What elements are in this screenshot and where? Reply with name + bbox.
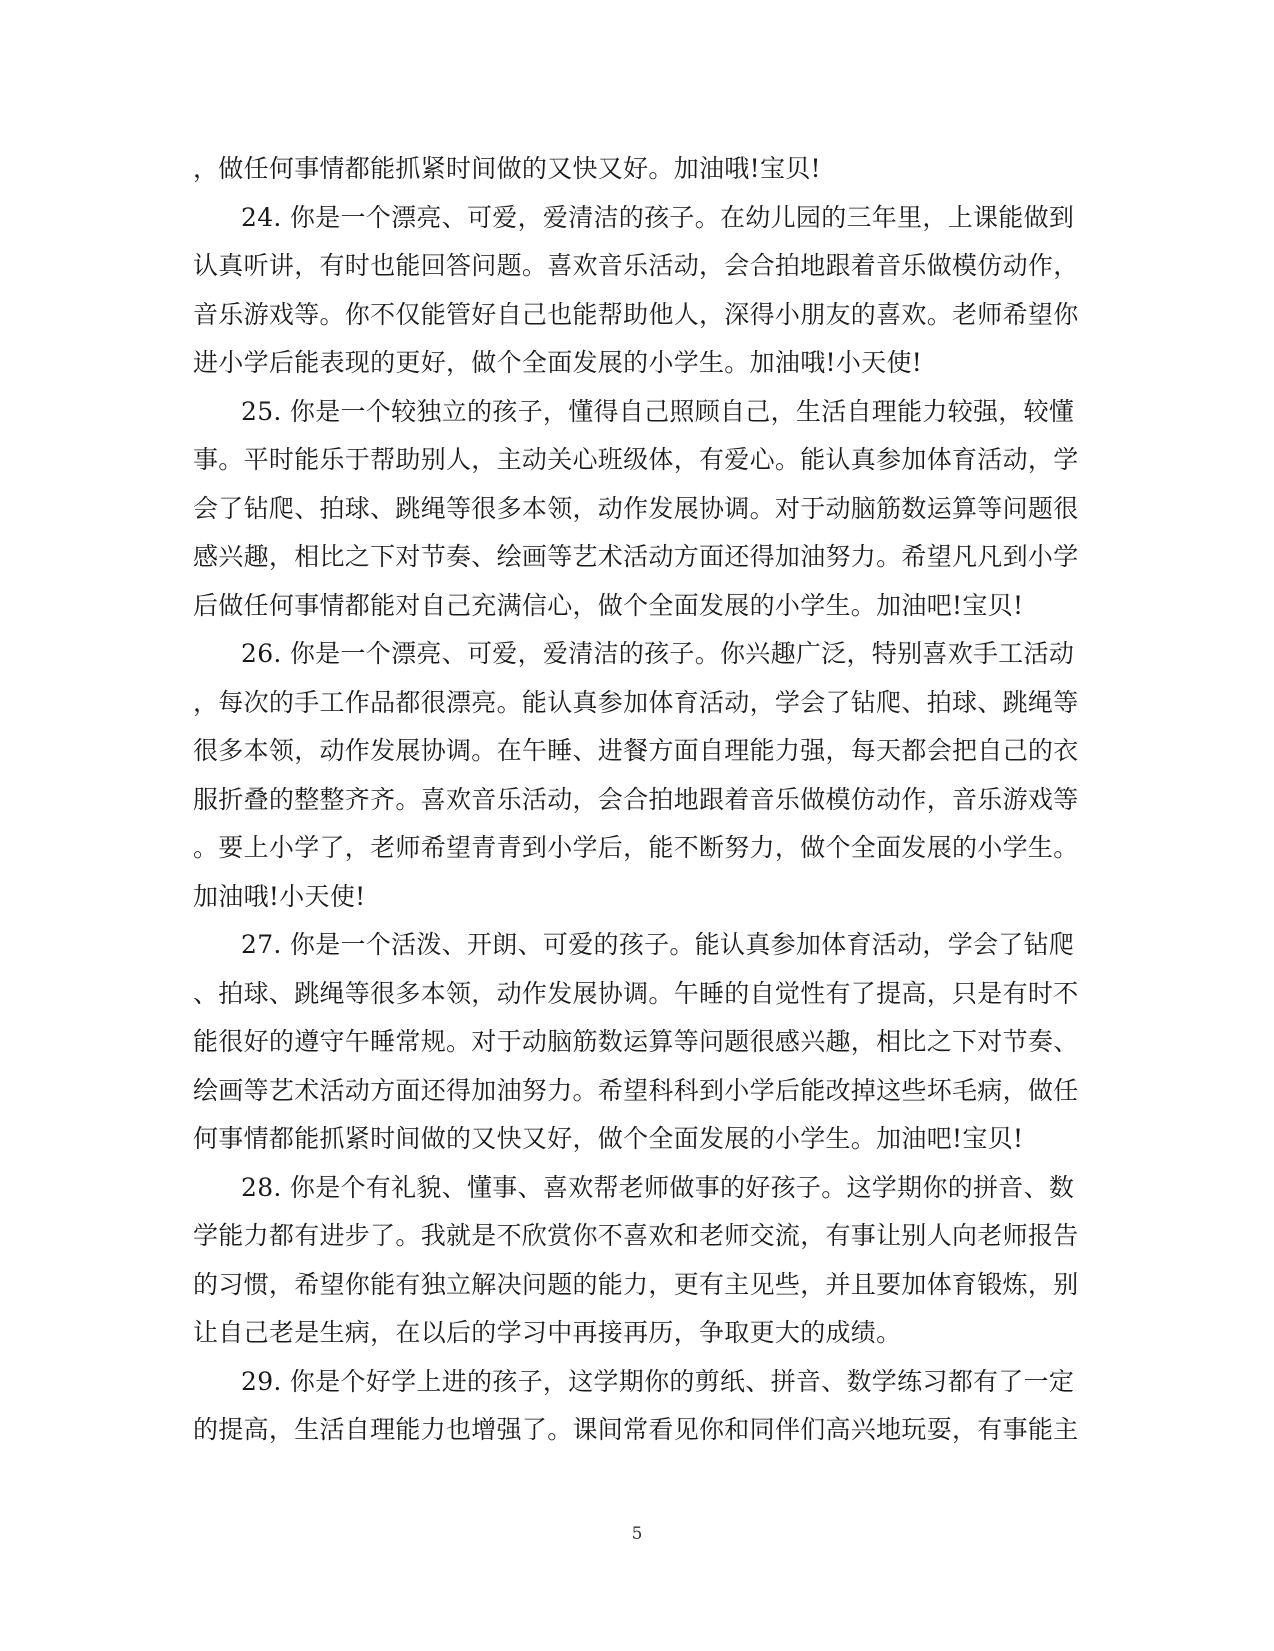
paragraph-27-start: 27. 你是一个活泼、开朗、可爱的孩子。能认真参加体育活动，学会了钻爬 [241, 930, 1075, 959]
text-line: ，做任何事情都能抓紧时间做的又快又好。加油哦!宝贝! [193, 154, 821, 183]
text-line: 认真听讲，有时也能回答问题。喜欢音乐活动，会合拍地跟着音乐做模仿动作， [193, 251, 1079, 280]
text-line: 的提高，生活自理能力也增强了。课间常看见你和同伴们高兴地玩耍，有事能主 [193, 1415, 1079, 1444]
text-line: 服折叠的整整齐齐。喜欢音乐活动，会合拍地跟着音乐做模仿动作，音乐游戏等 [193, 784, 1079, 814]
paragraph-24-start: 24. 你是一个漂亮、可爱，爱清洁的孩子。在幼儿园的三年里，上课能做到 [241, 202, 1075, 232]
text-line: 进小学后能表现的更好，做个全面发展的小学生。加油哦!小天使! [193, 348, 923, 377]
text-line: 。要上小学了，老师希望青青到小学后，能不断努力，做个全面发展的小学生。 [193, 833, 1079, 862]
text-line: 会了钻爬、拍球、跳绳等很多本领，动作发展协调。对于动脑筋数运算等问题很 [193, 493, 1079, 523]
text-line: 能很好的遵守午睡常规。对于动脑筋数运算等问题很感兴趣，相比之下对节奏、 [193, 1027, 1079, 1056]
text-line: 感兴趣，相比之下对节奏、绘画等艺术活动方面还得加油努力。希望凡凡到小学 [193, 542, 1079, 571]
text-line: 音乐游戏等。你不仅能管好自己也能帮助他人，深得小朋友的喜欢。老师希望你 [193, 299, 1079, 329]
text-line: ，每次的手工作品都很漂亮。能认真参加体育活动，学会了钻爬、拍球、跳绳等 [193, 687, 1079, 717]
text-line: 后做任何事情都能对自己充满信心，做个全面发展的小学生。加油吧!宝贝! [193, 590, 1024, 620]
text-line: 加油哦!小天使! [193, 881, 366, 911]
text-line: 、拍球、跳绳等很多本领，动作发展协调。午睡的自觉性有了提高，只是有时不 [193, 978, 1079, 1008]
paragraph-26-start: 26. 你是一个漂亮、可爱，爱清洁的孩子。你兴趣广泛，特别喜欢手工活动 [241, 639, 1075, 668]
text-line: 很多本领，动作发展协调。在午睡、进餐方面自理能力强，每天都会把自己的衣 [193, 736, 1079, 765]
text-line: 何事情都能抓紧时间做的又快又好，做个全面发展的小学生。加油吧!宝贝! [193, 1124, 1024, 1153]
document-body [193, 145, 1079, 1455]
paragraph-28-start: 28. 你是个有礼貌、懂事、喜欢帮老师做事的好孩子。这学期你的拼音、数 [241, 1172, 1075, 1202]
paragraph-25-start: 25. 你是一个较独立的孩子，懂得自己照顾自己，生活自理能力较强，较懂 [241, 396, 1075, 426]
paragraph-29-start: 29. 你是个好学上进的孩子，这学期你的剪纸、拼音、数学练习都有了一定 [241, 1366, 1075, 1396]
text-line: 学能力都有进步了。我就是不欣赏你不喜欢和老师交流，有事让别人向老师报告 [193, 1221, 1079, 1250]
text-line: 的习惯，希望你能有独立解决问题的能力，更有主见些，并且要加体育锻炼，别 [193, 1269, 1079, 1299]
text-line: 让自己老是生病，在以后的学习中再接再历，争取更大的成绩。 [193, 1318, 902, 1347]
text-line: 事。平时能乐于帮助别人，主动关心班级体，有爱心。能认真参加体育活动，学 [193, 445, 1079, 474]
text-line: 绘画等艺术活动方面还得加油努力。希望科科到小学后能改掉这些坏毛病，做任 [193, 1075, 1079, 1105]
page-number: 5 [631, 1524, 643, 1544]
